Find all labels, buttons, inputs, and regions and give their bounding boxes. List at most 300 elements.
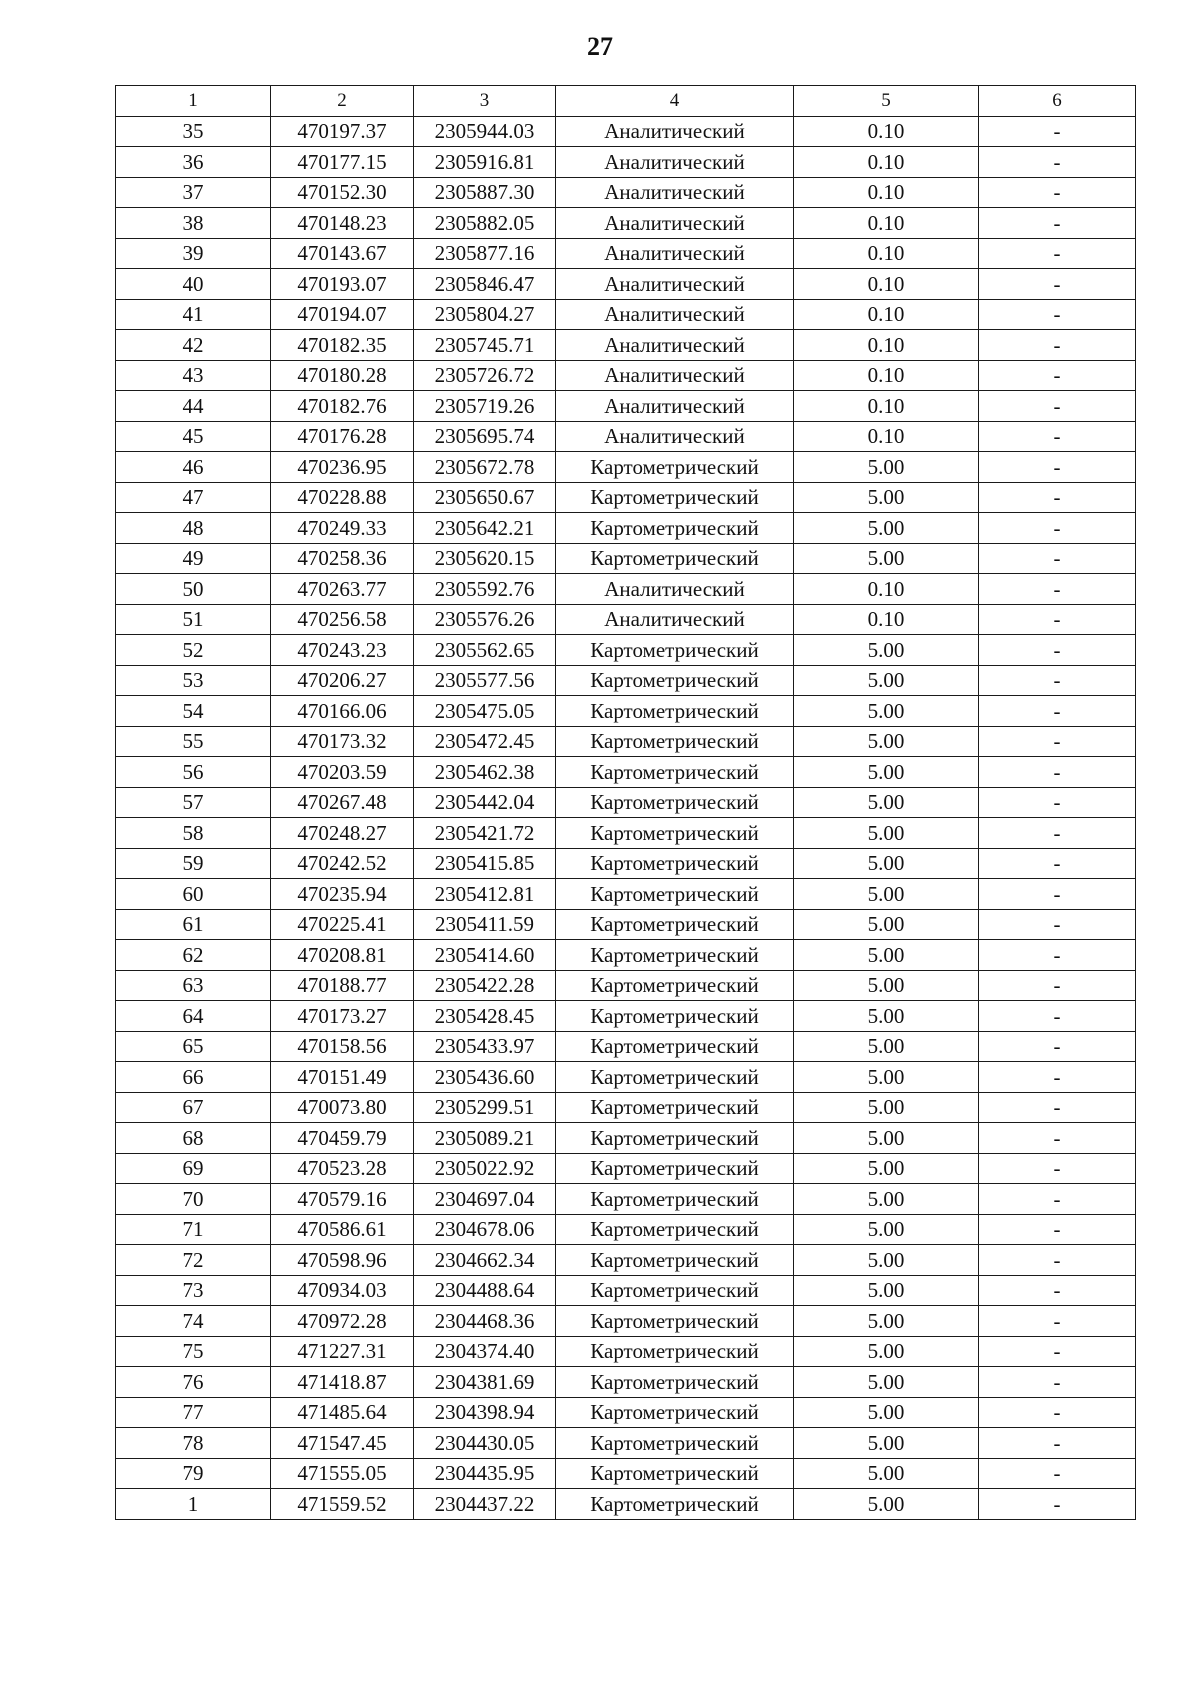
table-row bbox=[116, 421, 1136, 452]
table-row bbox=[116, 1489, 1136, 1520]
x-coordinate-cell: 470236.95 bbox=[271, 452, 414, 483]
table-row bbox=[116, 879, 1136, 910]
x-coordinate-cell: 470248.27 bbox=[271, 818, 414, 849]
x-coordinate-cell: 470263.77 bbox=[271, 574, 414, 605]
table-row bbox=[116, 665, 1136, 696]
table-row bbox=[116, 757, 1136, 788]
point-number-cell: 47 bbox=[116, 482, 271, 513]
accuracy-cell: 5.00 bbox=[794, 848, 979, 879]
y-coordinate-cell: 2305089.21 bbox=[414, 1123, 556, 1154]
x-coordinate-cell: 470193.07 bbox=[271, 269, 414, 300]
accuracy-cell: 0.10 bbox=[794, 177, 979, 208]
accuracy-cell: 5.00 bbox=[794, 1001, 979, 1032]
point-number-cell: 48 bbox=[116, 513, 271, 544]
accuracy-cell: 5.00 bbox=[794, 1031, 979, 1062]
x-coordinate-cell: 470934.03 bbox=[271, 1275, 414, 1306]
point-number-cell: 39 bbox=[116, 238, 271, 269]
y-coordinate-cell: 2304697.04 bbox=[414, 1184, 556, 1215]
point-number-cell: 1 bbox=[116, 1489, 271, 1520]
note-cell: - bbox=[979, 635, 1136, 666]
point-number-cell: 67 bbox=[116, 1092, 271, 1123]
y-coordinate-cell: 2304430.05 bbox=[414, 1428, 556, 1459]
note-cell: - bbox=[979, 269, 1136, 300]
note-cell: - bbox=[979, 1336, 1136, 1367]
y-coordinate-cell: 2305462.38 bbox=[414, 757, 556, 788]
note-cell: - bbox=[979, 513, 1136, 544]
accuracy-cell: 0.10 bbox=[794, 208, 979, 239]
note-cell: - bbox=[979, 757, 1136, 788]
point-number-cell: 40 bbox=[116, 269, 271, 300]
y-coordinate-cell: 2305022.92 bbox=[414, 1153, 556, 1184]
x-coordinate-cell: 470194.07 bbox=[271, 299, 414, 330]
note-cell: - bbox=[979, 1275, 1136, 1306]
note-cell: - bbox=[979, 238, 1136, 269]
note-cell: - bbox=[979, 665, 1136, 696]
note-cell: - bbox=[979, 574, 1136, 605]
point-number-cell: 42 bbox=[116, 330, 271, 361]
point-number-cell: 46 bbox=[116, 452, 271, 483]
y-coordinate-cell: 2304437.22 bbox=[414, 1489, 556, 1520]
x-coordinate-cell: 471559.52 bbox=[271, 1489, 414, 1520]
point-number-cell: 66 bbox=[116, 1062, 271, 1093]
point-number-cell: 53 bbox=[116, 665, 271, 696]
table-row bbox=[116, 238, 1136, 269]
table-row bbox=[116, 177, 1136, 208]
table-row bbox=[116, 848, 1136, 879]
x-coordinate-cell: 470242.52 bbox=[271, 848, 414, 879]
method-cell: Картометрический bbox=[556, 940, 794, 971]
note-cell: - bbox=[979, 1214, 1136, 1245]
y-coordinate-cell: 2305422.28 bbox=[414, 970, 556, 1001]
y-coordinate-cell: 2305745.71 bbox=[414, 330, 556, 361]
accuracy-cell: 5.00 bbox=[794, 757, 979, 788]
note-cell: - bbox=[979, 787, 1136, 818]
method-cell: Аналитический bbox=[556, 604, 794, 635]
coordinates-table bbox=[115, 85, 1136, 1520]
y-coordinate-cell: 2305299.51 bbox=[414, 1092, 556, 1123]
method-cell: Картометрический bbox=[556, 909, 794, 940]
method-cell: Картометрический bbox=[556, 1245, 794, 1276]
x-coordinate-cell: 470225.41 bbox=[271, 909, 414, 940]
table-row bbox=[116, 726, 1136, 757]
point-number-cell: 57 bbox=[116, 787, 271, 818]
note-cell: - bbox=[979, 330, 1136, 361]
y-coordinate-cell: 2305472.45 bbox=[414, 726, 556, 757]
x-coordinate-cell: 471418.87 bbox=[271, 1367, 414, 1398]
x-coordinate-cell: 471227.31 bbox=[271, 1336, 414, 1367]
note-cell: - bbox=[979, 299, 1136, 330]
header-cell: 3 bbox=[414, 86, 556, 117]
method-cell: Картометрический bbox=[556, 635, 794, 666]
method-cell: Картометрический bbox=[556, 1001, 794, 1032]
point-number-cell: 60 bbox=[116, 879, 271, 910]
x-coordinate-cell: 470206.27 bbox=[271, 665, 414, 696]
y-coordinate-cell: 2305428.45 bbox=[414, 1001, 556, 1032]
x-coordinate-cell: 470598.96 bbox=[271, 1245, 414, 1276]
point-number-cell: 71 bbox=[116, 1214, 271, 1245]
method-cell: Картометрический bbox=[556, 1062, 794, 1093]
point-number-cell: 79 bbox=[116, 1458, 271, 1489]
method-cell: Картометрический bbox=[556, 757, 794, 788]
x-coordinate-cell: 471547.45 bbox=[271, 1428, 414, 1459]
x-coordinate-cell: 470158.56 bbox=[271, 1031, 414, 1062]
note-cell: - bbox=[979, 1001, 1136, 1032]
table-row bbox=[116, 970, 1136, 1001]
header-cell: 4 bbox=[556, 86, 794, 117]
y-coordinate-cell: 2305576.26 bbox=[414, 604, 556, 635]
note-cell: - bbox=[979, 909, 1136, 940]
x-coordinate-cell: 470182.76 bbox=[271, 391, 414, 422]
table-row bbox=[116, 1306, 1136, 1337]
note-cell: - bbox=[979, 421, 1136, 452]
table-row bbox=[116, 940, 1136, 971]
accuracy-cell: 5.00 bbox=[794, 1123, 979, 1154]
method-cell: Картометрический bbox=[556, 1184, 794, 1215]
method-cell: Картометрический bbox=[556, 818, 794, 849]
table-row bbox=[116, 604, 1136, 635]
table-row bbox=[116, 208, 1136, 239]
accuracy-cell: 0.10 bbox=[794, 360, 979, 391]
point-number-cell: 77 bbox=[116, 1397, 271, 1428]
y-coordinate-cell: 2304435.95 bbox=[414, 1458, 556, 1489]
y-coordinate-cell: 2304468.36 bbox=[414, 1306, 556, 1337]
table-row bbox=[116, 330, 1136, 361]
point-number-cell: 61 bbox=[116, 909, 271, 940]
point-number-cell: 36 bbox=[116, 147, 271, 178]
accuracy-cell: 5.00 bbox=[794, 940, 979, 971]
method-cell: Картометрический bbox=[556, 1275, 794, 1306]
table-row bbox=[116, 1397, 1136, 1428]
note-cell: - bbox=[979, 1428, 1136, 1459]
y-coordinate-cell: 2305650.67 bbox=[414, 482, 556, 513]
header-cell: 5 bbox=[794, 86, 979, 117]
note-cell: - bbox=[979, 940, 1136, 971]
note-cell: - bbox=[979, 970, 1136, 1001]
table-row bbox=[116, 116, 1136, 147]
point-number-cell: 43 bbox=[116, 360, 271, 391]
point-number-cell: 75 bbox=[116, 1336, 271, 1367]
y-coordinate-cell: 2305695.74 bbox=[414, 421, 556, 452]
method-cell: Картометрический bbox=[556, 1397, 794, 1428]
y-coordinate-cell: 2305475.05 bbox=[414, 696, 556, 727]
table-row bbox=[116, 482, 1136, 513]
x-coordinate-cell: 470523.28 bbox=[271, 1153, 414, 1184]
method-cell: Аналитический bbox=[556, 299, 794, 330]
note-cell: - bbox=[979, 177, 1136, 208]
x-coordinate-cell: 470197.37 bbox=[271, 116, 414, 147]
y-coordinate-cell: 2305882.05 bbox=[414, 208, 556, 239]
point-number-cell: 72 bbox=[116, 1245, 271, 1276]
table-row bbox=[116, 1123, 1136, 1154]
x-coordinate-cell: 470166.06 bbox=[271, 696, 414, 727]
point-number-cell: 63 bbox=[116, 970, 271, 1001]
accuracy-cell: 5.00 bbox=[794, 543, 979, 574]
accuracy-cell: 0.10 bbox=[794, 421, 979, 452]
point-number-cell: 44 bbox=[116, 391, 271, 422]
x-coordinate-cell: 470182.35 bbox=[271, 330, 414, 361]
note-cell: - bbox=[979, 1092, 1136, 1123]
table-row bbox=[116, 391, 1136, 422]
accuracy-cell: 5.00 bbox=[794, 1062, 979, 1093]
table-row bbox=[116, 909, 1136, 940]
table-row bbox=[116, 147, 1136, 178]
accuracy-cell: 0.10 bbox=[794, 604, 979, 635]
method-cell: Картометрический bbox=[556, 482, 794, 513]
table-row bbox=[116, 1153, 1136, 1184]
point-number-cell: 41 bbox=[116, 299, 271, 330]
y-coordinate-cell: 2305433.97 bbox=[414, 1031, 556, 1062]
note-cell: - bbox=[979, 543, 1136, 574]
point-number-cell: 49 bbox=[116, 543, 271, 574]
table-row bbox=[116, 1336, 1136, 1367]
accuracy-cell: 0.10 bbox=[794, 116, 979, 147]
accuracy-cell: 5.00 bbox=[794, 787, 979, 818]
point-number-cell: 78 bbox=[116, 1428, 271, 1459]
point-number-cell: 51 bbox=[116, 604, 271, 635]
note-cell: - bbox=[979, 1489, 1136, 1520]
note-cell: - bbox=[979, 848, 1136, 879]
x-coordinate-cell: 470258.36 bbox=[271, 543, 414, 574]
header-cell: 2 bbox=[271, 86, 414, 117]
method-cell: Аналитический bbox=[556, 360, 794, 391]
x-coordinate-cell: 470586.61 bbox=[271, 1214, 414, 1245]
accuracy-cell: 0.10 bbox=[794, 299, 979, 330]
accuracy-cell: 5.00 bbox=[794, 665, 979, 696]
method-cell: Картометрический bbox=[556, 1123, 794, 1154]
point-number-cell: 65 bbox=[116, 1031, 271, 1062]
method-cell: Аналитический bbox=[556, 147, 794, 178]
x-coordinate-cell: 470180.28 bbox=[271, 360, 414, 391]
x-coordinate-cell: 470459.79 bbox=[271, 1123, 414, 1154]
x-coordinate-cell: 470143.67 bbox=[271, 238, 414, 269]
method-cell: Картометрический bbox=[556, 879, 794, 910]
table-row bbox=[116, 1367, 1136, 1398]
table-row bbox=[116, 452, 1136, 483]
note-cell: - bbox=[979, 452, 1136, 483]
table-row bbox=[116, 1458, 1136, 1489]
note-cell: - bbox=[979, 726, 1136, 757]
accuracy-cell: 5.00 bbox=[794, 1153, 979, 1184]
y-coordinate-cell: 2304398.94 bbox=[414, 1397, 556, 1428]
table-row bbox=[116, 787, 1136, 818]
accuracy-cell: 5.00 bbox=[794, 1245, 979, 1276]
table-row bbox=[116, 696, 1136, 727]
note-cell: - bbox=[979, 391, 1136, 422]
method-cell: Картометрический bbox=[556, 1306, 794, 1337]
x-coordinate-cell: 470228.88 bbox=[271, 482, 414, 513]
x-coordinate-cell: 470173.27 bbox=[271, 1001, 414, 1032]
table-row bbox=[116, 818, 1136, 849]
table-row bbox=[116, 1245, 1136, 1276]
accuracy-cell: 5.00 bbox=[794, 452, 979, 483]
table-row bbox=[116, 1092, 1136, 1123]
accuracy-cell: 5.00 bbox=[794, 1336, 979, 1367]
y-coordinate-cell: 2304374.40 bbox=[414, 1336, 556, 1367]
note-cell: - bbox=[979, 116, 1136, 147]
y-coordinate-cell: 2305642.21 bbox=[414, 513, 556, 544]
y-coordinate-cell: 2305887.30 bbox=[414, 177, 556, 208]
y-coordinate-cell: 2305436.60 bbox=[414, 1062, 556, 1093]
point-number-cell: 73 bbox=[116, 1275, 271, 1306]
x-coordinate-cell: 470235.94 bbox=[271, 879, 414, 910]
note-cell: - bbox=[979, 1367, 1136, 1398]
note-cell: - bbox=[979, 208, 1136, 239]
y-coordinate-cell: 2305944.03 bbox=[414, 116, 556, 147]
accuracy-cell: 5.00 bbox=[794, 1428, 979, 1459]
note-cell: - bbox=[979, 1153, 1136, 1184]
accuracy-cell: 5.00 bbox=[794, 879, 979, 910]
table-row bbox=[116, 299, 1136, 330]
table-header bbox=[116, 86, 1136, 117]
note-cell: - bbox=[979, 1031, 1136, 1062]
y-coordinate-cell: 2305577.56 bbox=[414, 665, 556, 696]
accuracy-cell: 5.00 bbox=[794, 1184, 979, 1215]
accuracy-cell: 0.10 bbox=[794, 574, 979, 605]
note-cell: - bbox=[979, 1245, 1136, 1276]
y-coordinate-cell: 2305415.85 bbox=[414, 848, 556, 879]
accuracy-cell: 0.10 bbox=[794, 391, 979, 422]
point-number-cell: 45 bbox=[116, 421, 271, 452]
method-cell: Аналитический bbox=[556, 116, 794, 147]
y-coordinate-cell: 2304381.69 bbox=[414, 1367, 556, 1398]
x-coordinate-cell: 470073.80 bbox=[271, 1092, 414, 1123]
point-number-cell: 55 bbox=[116, 726, 271, 757]
method-cell: Картометрический bbox=[556, 452, 794, 483]
x-coordinate-cell: 470243.23 bbox=[271, 635, 414, 666]
x-coordinate-cell: 470203.59 bbox=[271, 757, 414, 788]
point-number-cell: 58 bbox=[116, 818, 271, 849]
table-row bbox=[116, 360, 1136, 391]
table-row bbox=[116, 269, 1136, 300]
y-coordinate-cell: 2305421.72 bbox=[414, 818, 556, 849]
table-row bbox=[116, 1184, 1136, 1215]
method-cell: Аналитический bbox=[556, 391, 794, 422]
x-coordinate-cell: 470152.30 bbox=[271, 177, 414, 208]
note-cell: - bbox=[979, 1062, 1136, 1093]
accuracy-cell: 5.00 bbox=[794, 482, 979, 513]
table-row bbox=[116, 1275, 1136, 1306]
y-coordinate-cell: 2305411.59 bbox=[414, 909, 556, 940]
note-cell: - bbox=[979, 1123, 1136, 1154]
method-cell: Картометрический bbox=[556, 970, 794, 1001]
point-number-cell: 54 bbox=[116, 696, 271, 727]
y-coordinate-cell: 2304488.64 bbox=[414, 1275, 556, 1306]
method-cell: Картометрический bbox=[556, 1092, 794, 1123]
method-cell: Картометрический bbox=[556, 543, 794, 574]
method-cell: Картометрический bbox=[556, 1336, 794, 1367]
accuracy-cell: 5.00 bbox=[794, 1092, 979, 1123]
method-cell: Аналитический bbox=[556, 208, 794, 239]
method-cell: Картометрический bbox=[556, 848, 794, 879]
x-coordinate-cell: 470208.81 bbox=[271, 940, 414, 971]
method-cell: Картометрический bbox=[556, 787, 794, 818]
y-coordinate-cell: 2305877.16 bbox=[414, 238, 556, 269]
point-number-cell: 76 bbox=[116, 1367, 271, 1398]
x-coordinate-cell: 470148.23 bbox=[271, 208, 414, 239]
point-number-cell: 35 bbox=[116, 116, 271, 147]
accuracy-cell: 0.10 bbox=[794, 147, 979, 178]
x-coordinate-cell: 470177.15 bbox=[271, 147, 414, 178]
y-coordinate-cell: 2305442.04 bbox=[414, 787, 556, 818]
y-coordinate-cell: 2305672.78 bbox=[414, 452, 556, 483]
table-row bbox=[116, 513, 1136, 544]
method-cell: Картометрический bbox=[556, 665, 794, 696]
method-cell: Картометрический bbox=[556, 726, 794, 757]
note-cell: - bbox=[979, 818, 1136, 849]
point-number-cell: 52 bbox=[116, 635, 271, 666]
accuracy-cell: 5.00 bbox=[794, 818, 979, 849]
table-body bbox=[116, 116, 1136, 1519]
x-coordinate-cell: 470256.58 bbox=[271, 604, 414, 635]
accuracy-cell: 5.00 bbox=[794, 1397, 979, 1428]
table-row bbox=[116, 1031, 1136, 1062]
method-cell: Картометрический bbox=[556, 1367, 794, 1398]
point-number-cell: 59 bbox=[116, 848, 271, 879]
header-row bbox=[116, 86, 1136, 117]
method-cell: Аналитический bbox=[556, 269, 794, 300]
x-coordinate-cell: 470188.77 bbox=[271, 970, 414, 1001]
accuracy-cell: 0.10 bbox=[794, 238, 979, 269]
x-coordinate-cell: 470151.49 bbox=[271, 1062, 414, 1093]
y-coordinate-cell: 2305562.65 bbox=[414, 635, 556, 666]
method-cell: Аналитический bbox=[556, 574, 794, 605]
y-coordinate-cell: 2305414.60 bbox=[414, 940, 556, 971]
x-coordinate-cell: 471485.64 bbox=[271, 1397, 414, 1428]
accuracy-cell: 5.00 bbox=[794, 635, 979, 666]
method-cell: Картометрический bbox=[556, 1489, 794, 1520]
accuracy-cell: 5.00 bbox=[794, 1275, 979, 1306]
method-cell: Картометрический bbox=[556, 1031, 794, 1062]
accuracy-cell: 5.00 bbox=[794, 1489, 979, 1520]
note-cell: - bbox=[979, 879, 1136, 910]
x-coordinate-cell: 470579.16 bbox=[271, 1184, 414, 1215]
method-cell: Картометрический bbox=[556, 1428, 794, 1459]
method-cell: Картометрический bbox=[556, 1153, 794, 1184]
x-coordinate-cell: 470249.33 bbox=[271, 513, 414, 544]
y-coordinate-cell: 2305916.81 bbox=[414, 147, 556, 178]
table-row bbox=[116, 1214, 1136, 1245]
header-cell: 6 bbox=[979, 86, 1136, 117]
table-row bbox=[116, 543, 1136, 574]
method-cell: Картометрический bbox=[556, 1214, 794, 1245]
y-coordinate-cell: 2305620.15 bbox=[414, 543, 556, 574]
method-cell: Аналитический bbox=[556, 330, 794, 361]
point-number-cell: 56 bbox=[116, 757, 271, 788]
y-coordinate-cell: 2305719.26 bbox=[414, 391, 556, 422]
x-coordinate-cell: 471555.05 bbox=[271, 1458, 414, 1489]
point-number-cell: 68 bbox=[116, 1123, 271, 1154]
x-coordinate-cell: 470173.32 bbox=[271, 726, 414, 757]
point-number-cell: 50 bbox=[116, 574, 271, 605]
accuracy-cell: 5.00 bbox=[794, 1214, 979, 1245]
note-cell: - bbox=[979, 1458, 1136, 1489]
method-cell: Аналитический bbox=[556, 177, 794, 208]
point-number-cell: 74 bbox=[116, 1306, 271, 1337]
table-row bbox=[116, 574, 1136, 605]
accuracy-cell: 5.00 bbox=[794, 970, 979, 1001]
accuracy-cell: 0.10 bbox=[794, 330, 979, 361]
table-row bbox=[116, 635, 1136, 666]
accuracy-cell: 5.00 bbox=[794, 696, 979, 727]
table-row bbox=[116, 1062, 1136, 1093]
accuracy-cell: 5.00 bbox=[794, 513, 979, 544]
y-coordinate-cell: 2305412.81 bbox=[414, 879, 556, 910]
note-cell: - bbox=[979, 696, 1136, 727]
note-cell: - bbox=[979, 360, 1136, 391]
y-coordinate-cell: 2305726.72 bbox=[414, 360, 556, 391]
x-coordinate-cell: 470176.28 bbox=[271, 421, 414, 452]
method-cell: Аналитический bbox=[556, 238, 794, 269]
